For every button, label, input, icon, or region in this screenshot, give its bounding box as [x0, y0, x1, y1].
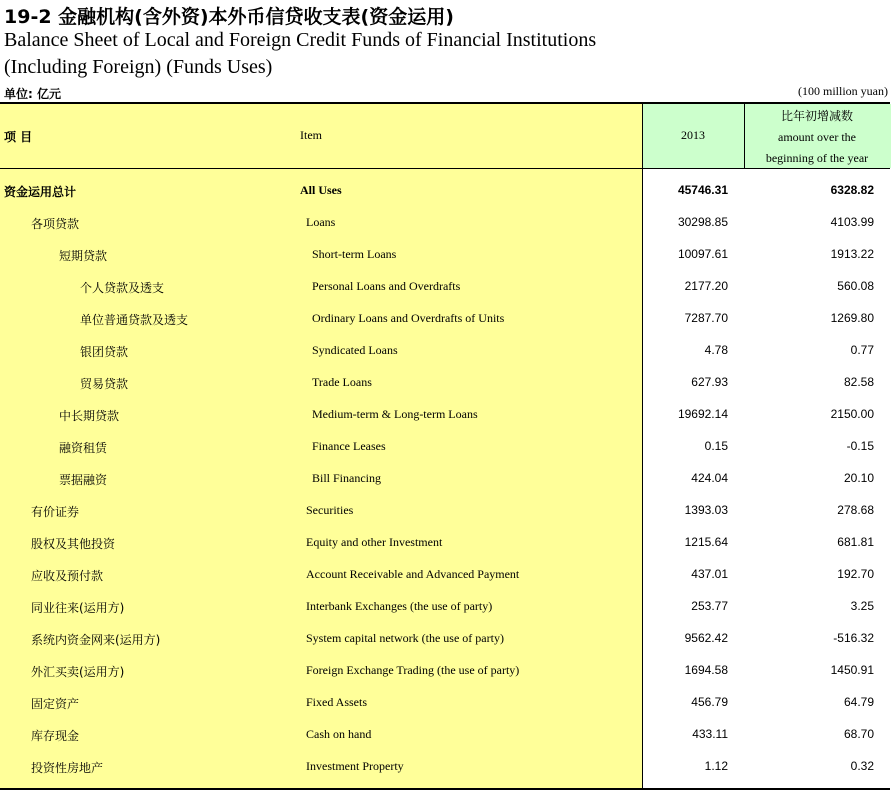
- row-value-2013: 0.15: [704, 439, 728, 453]
- row-value-change: 68.70: [843, 727, 874, 741]
- row-value-change: 278.68: [837, 503, 874, 517]
- row-value-change: -516.32: [833, 631, 874, 645]
- row-label-en: Short-term Loans: [312, 247, 397, 261]
- page-title-cn: 19-2 金融机构(含外资)本外币信贷收支表(资金运用): [4, 6, 454, 28]
- row-value-change: 1913.22: [830, 247, 874, 261]
- row-value-2013: 1694.58: [684, 663, 728, 677]
- row-label-en: Loans: [306, 215, 336, 229]
- row-label-cn: 库存现金: [31, 729, 80, 743]
- table-row: [0, 718, 890, 750]
- row-label-en: System capital network (the use of party): [306, 631, 504, 645]
- table-header: [0, 104, 890, 169]
- row-value-2013: 9562.42: [684, 631, 728, 645]
- table-row: [0, 398, 890, 430]
- row-label-en: Investment Property: [306, 759, 404, 773]
- row-label-cn: 个人贷款及透支: [80, 281, 165, 295]
- header-change-en1: amount over the: [778, 130, 856, 144]
- table-body: [0, 174, 890, 782]
- table-row: [0, 558, 890, 590]
- row-value-change: 1269.80: [830, 311, 874, 325]
- table-row: [0, 686, 890, 718]
- row-label-cn: 单位普通贷款及透支: [80, 313, 189, 327]
- row-value-2013: 10097.61: [677, 247, 728, 261]
- row-value-2013: 19692.14: [677, 407, 728, 421]
- table-row: [0, 366, 890, 398]
- row-value-2013: 7287.70: [684, 311, 728, 325]
- row-value-2013: 4.78: [704, 343, 728, 357]
- row-value-change: 2150.00: [830, 407, 874, 421]
- row-value-change: 0.32: [850, 759, 874, 773]
- row-value-2013: 424.04: [691, 471, 728, 485]
- row-value-change: 192.70: [837, 567, 874, 581]
- row-label-en: Medium-term & Long-term Loans: [312, 407, 478, 421]
- row-label-en: Securities: [306, 503, 354, 517]
- row-label-cn: 投资性房地产: [31, 761, 104, 775]
- row-label-en: Trade Loans: [312, 375, 372, 389]
- row-label-en: Cash on hand: [306, 727, 372, 741]
- row-value-change: 82.58: [843, 375, 874, 389]
- row-value-2013: 253.77: [691, 599, 728, 613]
- row-label-cn: 同业往来(运用方): [31, 601, 125, 615]
- header-item-en: Item: [300, 128, 322, 142]
- row-label-en: Personal Loans and Overdrafts: [312, 279, 461, 293]
- row-value-2013: 1393.03: [684, 503, 728, 517]
- header-change-cn: 比年初增减数: [780, 109, 853, 123]
- table-row: [0, 270, 890, 302]
- table-row: [0, 622, 890, 654]
- row-value-2013: 45746.31: [677, 183, 728, 197]
- row-label-cn: 系统内资金网来(运用方): [31, 633, 161, 647]
- unit-label-cn: 单位: 亿元: [4, 87, 61, 101]
- row-label-en: Finance Leases: [312, 439, 386, 453]
- table-row: [0, 750, 890, 782]
- row-value-2013: 456.79: [691, 695, 728, 709]
- page-title-en-line2: (Including Foreign) (Funds Uses): [4, 56, 273, 78]
- row-value-2013: 627.93: [691, 375, 728, 389]
- table-row: [0, 430, 890, 462]
- table-row: [0, 494, 890, 526]
- row-label-cn: 外汇买卖(运用方): [31, 665, 125, 679]
- table-row: [0, 590, 890, 622]
- row-label-cn: 股权及其他投资: [31, 537, 116, 551]
- row-label-en: Syndicated Loans: [312, 343, 398, 357]
- row-label-cn: 固定资产: [31, 697, 80, 711]
- row-label-cn: 贸易贷款: [80, 377, 129, 391]
- header-year: 2013: [681, 128, 705, 142]
- row-label-en: Fixed Assets: [306, 695, 368, 709]
- row-value-2013: 2177.20: [684, 279, 728, 293]
- row-label-en: All Uses: [300, 183, 342, 197]
- row-label-en: Equity and other Investment: [306, 535, 443, 549]
- table-row: [0, 462, 890, 494]
- row-label-cn: 融资租赁: [59, 441, 108, 455]
- row-label-en: Account Receivable and Advanced Payment: [306, 567, 520, 581]
- header-change-en2: beginning of the year: [765, 151, 869, 165]
- row-label-cn: 票据融资: [59, 473, 108, 487]
- header-item-cn: 项 目: [4, 130, 33, 144]
- table-row: [0, 302, 890, 334]
- row-label-cn: 各项贷款: [31, 217, 80, 231]
- row-value-2013: 1215.64: [684, 535, 728, 549]
- table-row: [0, 238, 890, 270]
- row-value-change: 20.10: [843, 471, 874, 485]
- row-label-cn: 短期贷款: [59, 249, 108, 263]
- table-row: [0, 174, 890, 206]
- row-value-change: 681.81: [837, 535, 874, 549]
- row-value-change: 560.08: [837, 279, 874, 293]
- row-value-change: 4103.99: [830, 215, 874, 229]
- page-title-en-line1: Balance Sheet of Local and Foreign Credit Funds of Financial Institutions: [4, 29, 597, 51]
- row-label-cn: 中长期贷款: [59, 409, 120, 423]
- row-value-change: 1450.91: [830, 663, 874, 677]
- row-label-en: Bill Financing: [312, 471, 381, 485]
- row-value-change: 64.79: [843, 695, 874, 709]
- row-label-en: Interbank Exchanges (the use of party): [306, 599, 493, 613]
- row-label-en: Foreign Exchange Trading (the use of party): [306, 663, 520, 677]
- row-value-change: 0.77: [850, 343, 874, 357]
- table-row: [0, 334, 890, 366]
- row-label-en: Ordinary Loans and Overdrafts of Units: [312, 311, 505, 325]
- row-value-2013: 433.11: [692, 727, 728, 741]
- row-label-cn: 银团贷款: [80, 345, 129, 359]
- header-change: [744, 106, 890, 169]
- row-value-2013: 30298.85: [677, 215, 728, 229]
- unit-label-en: (100 million yuan): [798, 84, 888, 98]
- row-value-2013: 437.01: [691, 567, 728, 581]
- row-label-cn: 资金运用总计: [4, 185, 77, 199]
- row-value-change: 3.25: [850, 599, 874, 613]
- row-value-2013: 1.12: [704, 759, 728, 773]
- row-value-change: -0.15: [846, 439, 874, 453]
- table-row: [0, 526, 890, 558]
- balance-table: [0, 102, 890, 790]
- table-row: [0, 206, 890, 238]
- table-row: [0, 654, 890, 686]
- row-label-cn: 有价证券: [31, 505, 80, 519]
- row-label-cn: 应收及预付款: [31, 569, 104, 583]
- row-value-change: 6328.82: [830, 183, 874, 197]
